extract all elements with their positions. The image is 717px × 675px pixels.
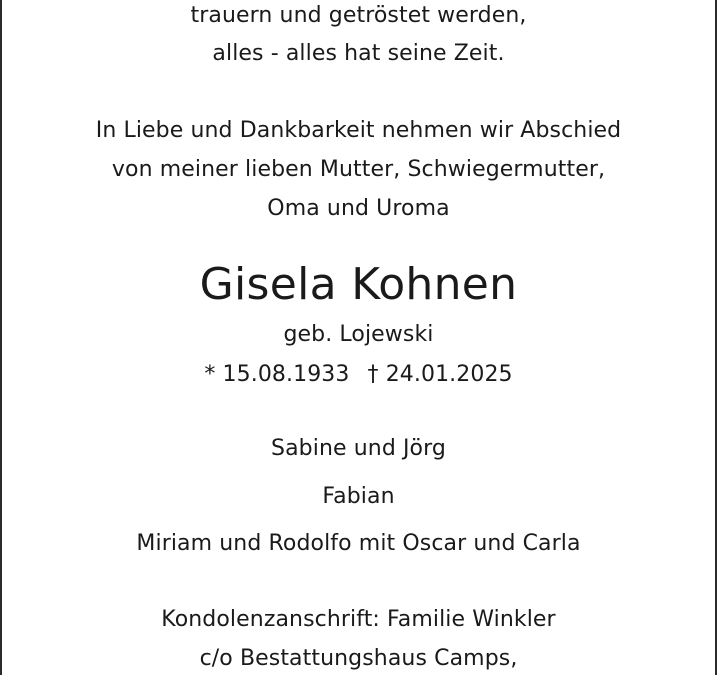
condolence-line-1: Kondolenzanschrift: Familie Winkler [161, 607, 556, 632]
condolence-line-2: c/o Bestattungshaus Camps, [199, 646, 518, 671]
life-dates [2, 364, 715, 386]
mourner-2: Fabian [322, 484, 395, 509]
mourner-3: Miriam und Rodolfo mit Oscar und Carla [136, 531, 581, 556]
death-date: † 24.01.2025 [367, 362, 513, 387]
intro-line-2: von meiner lieben Mutter, Schwiegermutter, [111, 157, 606, 182]
birth-date: * 15.08.1933 [204, 362, 350, 387]
mourner-1: Sabine und Jörg [271, 436, 446, 461]
deceased-name: Gisela Kohnen [199, 259, 518, 310]
verse-line-2: alles - alles hat seine Zeit. [212, 41, 505, 66]
verse-line-1: trauern und getröstet werden, [190, 3, 527, 28]
maiden-name: geb. Lojewski [283, 322, 434, 347]
intro-line-1: In Liebe und Dankbarkeit nehmen wir Abschied [95, 118, 622, 143]
intro-line-3: Oma und Uroma [267, 196, 450, 221]
